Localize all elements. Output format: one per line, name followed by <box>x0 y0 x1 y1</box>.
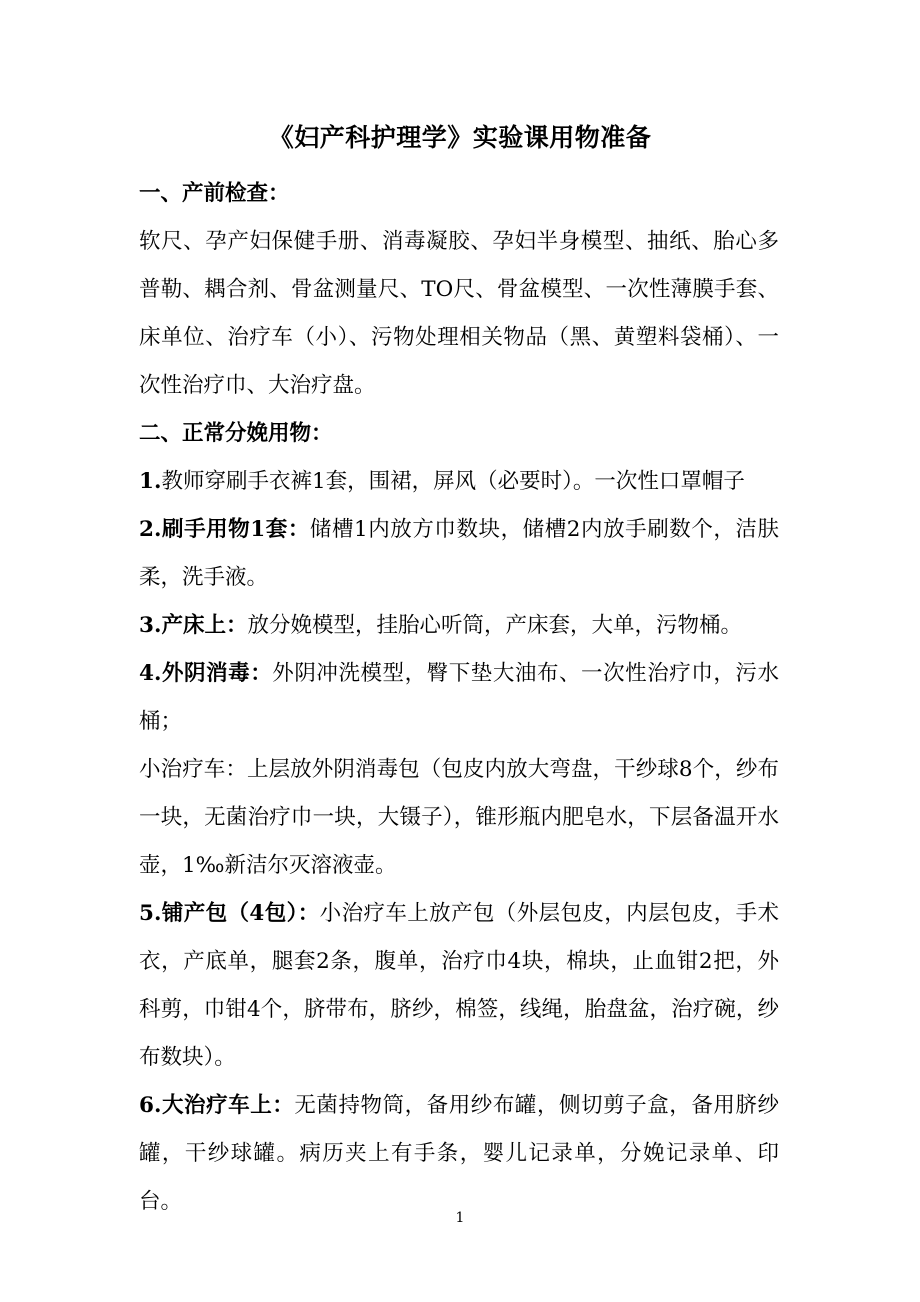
paragraph-label: 6.大治疗车上： <box>139 1093 295 1118</box>
document-body <box>139 170 779 1226</box>
paragraph-text: 软尺、孕产妇保健手册、消毒凝胶、孕妇半身模型、抽纸、胎心多普勒、耦合剂、骨盆测量尺、TO尺、骨盆模型、一次性薄膜手套、床单位、治疗车（小）、污物处理相关物品（黑、黄塑料袋桶）、一次性治疗巾、大治疗盘。 <box>139 229 779 398</box>
paragraph-item-2 <box>139 506 779 602</box>
paragraph-item-3 <box>139 602 779 650</box>
paragraph-prenatal-items <box>139 218 779 410</box>
paragraph-text: 小治疗车上放产包（外层包皮，内层包皮，手术衣，产底单，腿套2条，腹单，治疗巾4块，棉块，止血钳2把，外科剪，巾钳4个，脐带布，脐纱，棉签，线绳，胎盘盆，治疗碗，纱布数块）。 <box>139 901 779 1070</box>
paragraph-text: 无菌持物筒，备用纱布罐，侧切剪子盒，备用脐纱罐，干纱球罐。病历夹上有手条，婴儿记录单，分娩记录单、印台。 <box>139 1093 779 1214</box>
page-number: 1 <box>455 1210 465 1226</box>
paragraph-item-4 <box>139 650 779 746</box>
section-heading-prenatal-exam: 一、产前检查： <box>139 181 290 206</box>
paragraph-text: 教师穿刷手衣裤1套，围裙，屏风（必要时）。一次性口罩帽子 <box>161 469 745 494</box>
paragraph-text: 外阴冲洗模型，臀下垫大油布、一次性治疗巾，污水桶； <box>139 661 779 734</box>
document-title: 《妇产科护理学》实验课用物准备 <box>268 123 652 152</box>
paragraph-text: 小治疗车：上层放外阴消毒包（包皮内放大弯盘，干纱球8个，纱布一块，无菌治疗巾一块，大镊子），锥形瓶内肥皂水，下层备温开水壶，1‰新洁尔灭溶液壶。 <box>139 757 779 878</box>
paragraph-item-1 <box>139 458 779 506</box>
paragraph-label: 5.铺产包（4包）： <box>139 901 320 926</box>
paragraph-text: 储槽1内放方巾数块，储槽2内放手刷数个，洁肤柔，洗手液。 <box>139 517 779 590</box>
paragraph-label: 1. <box>139 469 162 494</box>
section-heading-normal-delivery: 二、正常分娩用物： <box>139 421 333 446</box>
paragraph-text: 放分娩模型，挂胎心听筒，产床套，大单，污物桶。 <box>247 613 742 638</box>
paragraph-label: 2.刷手用物1套： <box>139 517 310 542</box>
paragraph-item-6 <box>139 1082 779 1226</box>
paragraph-item-5 <box>139 890 779 1082</box>
paragraph-label: 3.产床上： <box>139 613 248 638</box>
paragraph-label: 4.外阴消毒： <box>139 661 273 686</box>
paragraph-item-4-cart <box>139 746 779 890</box>
